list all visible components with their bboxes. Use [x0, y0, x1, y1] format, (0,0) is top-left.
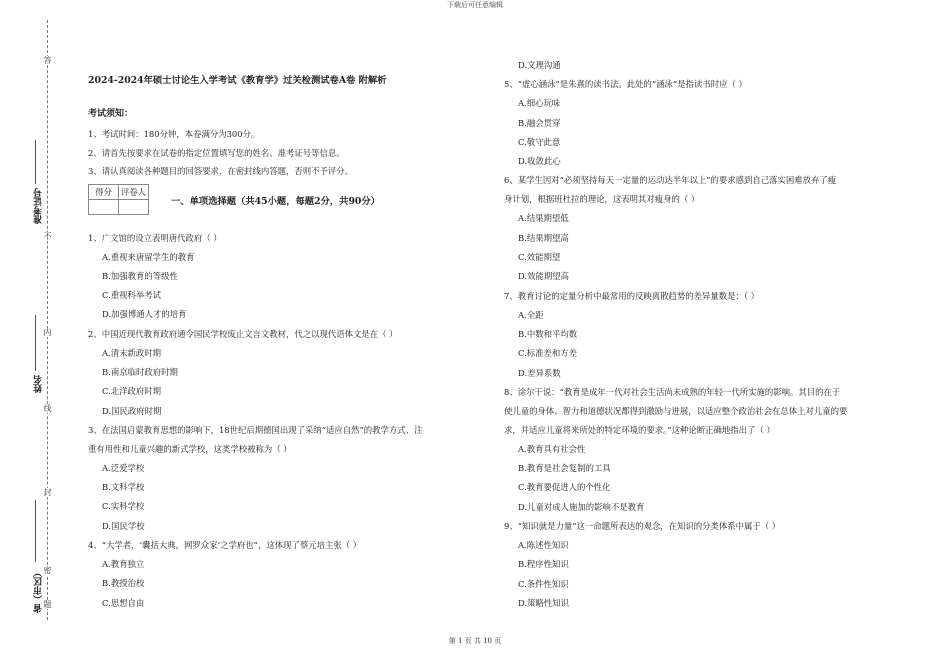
option: A.清末新政时期: [102, 347, 161, 358]
question-text: 3、在法国启蒙教育思想的影响下，18世纪后期德国出现了采纳“适应自然”的教学方式、注: [88, 424, 423, 435]
name-label: 姓名: [34, 375, 44, 393]
download-note: 下载后可任意编辑: [447, 1, 503, 9]
option: C.实科学校: [102, 501, 145, 512]
left-column: [88, 72, 488, 613]
score-row: [88, 183, 488, 217]
right-column: [504, 56, 904, 613]
option: A.细心玩味: [518, 98, 561, 109]
option: D.收敛此心: [518, 156, 561, 167]
binding-margin: [0, 0, 80, 671]
option: B.结果期望高: [518, 232, 569, 243]
question: [504, 287, 904, 383]
score-box: [88, 184, 149, 215]
option: A.教育具有社会性: [518, 443, 586, 454]
score-label: 得分: [89, 185, 119, 200]
question: [504, 383, 904, 517]
option: C.思想自由: [102, 597, 145, 608]
page-footer: 第 1 页 共 10 页: [448, 637, 502, 645]
question-text: 8、涂尔干说：“教育是成年一代对社会生活尚未成熟的年轻一代所实施的影响。其目的在于: [504, 386, 841, 397]
question: [88, 536, 488, 613]
exam-number-underline: [35, 140, 36, 184]
question-text: 使儿童的身体、智力和道德状况都得到激励与进展，以适应整个政治社会在总体上对儿童的要: [504, 405, 848, 416]
option: B.加强教育的等级性: [102, 270, 178, 281]
notice-heading: 考试须知：: [88, 109, 134, 119]
question-text: 6、某学生因对“必须坚持每天一定量的运动达半年以上”的要求感到自己落实困难放弃了瘦: [504, 175, 837, 186]
notice-item: 3、请认真阅读各种题目的回答要求，在密封线内答题，否则不予评分。: [88, 166, 353, 176]
option: C.敬守此意: [518, 136, 561, 147]
option: D.效能期望高: [518, 271, 569, 282]
question-text: 2、中国近现代教育政府通令国民学校废止文言文教材，代之以现代语体文是在（ ）: [88, 328, 398, 339]
question-text: 5、“虚心涵泳”是朱熹的读书法。此处的“涵泳”是指读书时应（ ）: [504, 79, 747, 90]
option: D.国民政府时期: [102, 405, 162, 416]
option: C.条件性知识: [518, 578, 569, 589]
name-underline: [35, 315, 36, 371]
seal-char: 密: [43, 566, 52, 575]
seal-char: 内: [43, 328, 52, 337]
option: B.教授治校: [102, 578, 145, 589]
seal-char: 不: [43, 232, 52, 241]
region-underline: [35, 500, 36, 562]
grader-label: 评卷人: [119, 185, 149, 200]
score-cell: [89, 200, 119, 215]
seal-char: 线: [43, 404, 52, 413]
option: C.重视科举考试: [102, 290, 162, 301]
option: A.全距: [518, 309, 544, 320]
option: B.教育是社会复制的工具: [518, 463, 611, 474]
question: [504, 517, 904, 613]
option: B.程序性知识: [518, 559, 569, 570]
section-heading: 一、单项选择题（共45小题，每题2分，共90分）: [171, 195, 380, 207]
question: [88, 421, 488, 536]
question-text: 重有用性和儿童兴趣的新式学校，这类学校被称为（ ）: [88, 443, 292, 454]
question-text: 9、“知识就是力量”这一命题所表达的观念，在知识的分类体系中属于（ ）: [504, 521, 781, 532]
option: B.南京临时政府时期: [102, 366, 178, 377]
notice-item: 2、请首先按要求在试卷的指定位置填写您的姓名、准考证号等信息。: [88, 147, 345, 158]
option: A.教育独立: [102, 559, 145, 570]
seal-char: 题: [43, 600, 52, 609]
option: C.教育要促进人的个性化: [518, 482, 611, 493]
seal-line: [47, 20, 48, 620]
option: B.融会贯穿: [518, 117, 561, 128]
region-label: 省（市区）: [34, 568, 44, 613]
option: A.结果期望低: [518, 213, 569, 224]
option: D.加强博通人才的培育: [102, 309, 187, 320]
question: [88, 229, 488, 325]
question-text: 7、教育讨论的定量分析中最常用的反映离散趋势的差异量数是：（ ）: [504, 290, 760, 301]
notice-item: 1、考试时间：180分钟，本卷满分为300分。: [88, 129, 260, 139]
option: D.国民学校: [102, 520, 145, 531]
option: D.差异系数: [518, 367, 561, 378]
option: D.策略性知识: [518, 597, 569, 608]
seal-char: 答: [43, 56, 52, 65]
option: C.效能期望: [518, 252, 561, 263]
option: D.儿童对成人施加的影响不是教育: [518, 501, 645, 512]
question-text: 身计划，根据班杜拉的理论，这表明其对瘦身的（ ）: [504, 194, 700, 205]
option: B.中数和平均数: [518, 328, 578, 339]
exam-number-label: 准考证号: [34, 188, 44, 224]
option: C.标准差和方差: [518, 348, 578, 359]
question: [88, 325, 488, 421]
exam-title: 2024-2024年硕士讨论生入学考试《教育学》过关检测试卷A卷 附解析: [88, 75, 387, 86]
grader-cell: [119, 200, 149, 215]
question-text: 求，并适应儿童将来所处的特定环境的要求。”这种论断正确地指出了（ ）: [504, 424, 775, 435]
option: A.陈述性知识: [518, 540, 569, 551]
question: [504, 171, 904, 286]
question-text: 4、“大学者，‘囊括大典，网罗众家’之学府也”，这体现了蔡元培主张（ ）: [88, 540, 362, 551]
question: [504, 75, 904, 171]
option: D.文理沟通: [518, 60, 561, 70]
option: A.重视来唐留学生的教育: [102, 251, 195, 262]
option: B.文科学校: [102, 482, 145, 493]
option: C.北洋政府时期: [102, 386, 162, 397]
question-text: 1、广文馆的设立表明唐代政府（ ）: [88, 232, 222, 243]
seal-char: 封: [43, 488, 52, 497]
option: A.泛爱学校: [102, 462, 145, 473]
